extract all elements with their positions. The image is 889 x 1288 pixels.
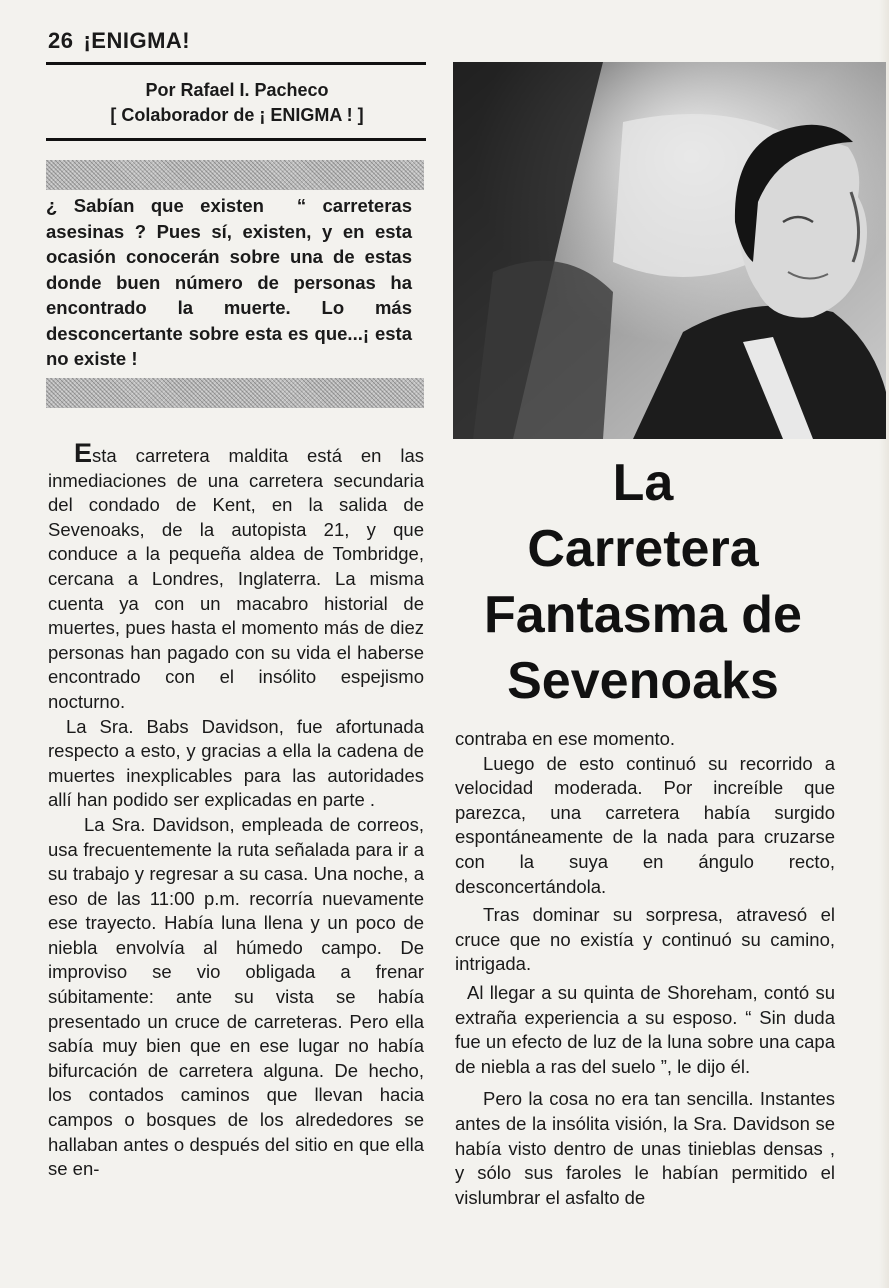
- title-line: Carretera: [527, 520, 759, 578]
- author-name: Por Rafael I. Pacheco: [145, 80, 329, 100]
- paragraph: contraba en ese momento.: [455, 728, 676, 749]
- photo-image: [453, 62, 886, 439]
- intro-text: ¿ Sabían que existen “ carreteras asesinas ? Pues sí, existen, y en esta ocasión conocerán sobre una de estas donde buen número de personas ha encontrado la muerte. Lo más desconcertante sobre esta es que...¡ esta no existe !: [46, 195, 412, 369]
- article-photo: [453, 62, 886, 439]
- author-byline: [48, 78, 426, 128]
- header-rule: [46, 62, 426, 65]
- author-rule: [46, 138, 426, 141]
- title-line: La: [612, 454, 674, 512]
- paragraph: Tras dominar su sorpresa, atravesó el cruce que no existía y continuó su camino, intrigada.: [455, 904, 835, 975]
- title-line: Fantasma de: [484, 586, 802, 644]
- author-role: [ Colaborador de ¡ ENIGMA ! ]: [110, 105, 364, 125]
- paragraph: Al llegar a su quinta de Shoreham, contó su extraña experiencia a su esposo. “ Sin duda fue un efecto de luz de la luna sobre una capa de niebla a ras del suelo ”, le dijo él.: [455, 981, 835, 1077]
- intro-pattern-top: [46, 160, 424, 190]
- body-column-left: [48, 438, 424, 1182]
- paragraph-text: sta carretera maldita está en las inmediaciones de una carretera secundaria del condado de Kent, en la salida de Sevenoaks, de la autopista 21, y que conduce a la pequeña aldea de Tombridge, cercana a Londres, Inglaterra. La misma cuenta ya con un macabro historial de muertes, pues hasta el momento más de diez personas han pagado con su vida el haberse encontrado con el insólito espejismo nocturno.: [48, 445, 424, 712]
- article-title: [453, 450, 833, 714]
- body-column-right: [455, 727, 835, 1210]
- paragraph: La Sra. Davidson, empleada de correos, usa frecuentemente la ruta señalada para ir a su trabajo y regresar a su casa. Una noche, a eso de las 11:00 p.m. recorría nuevamente ese trayecto. Había luna llena y un poco de niebla envolvía al húmedo campo. De improviso se vio obligada a frenar súbitamente: ante su vista se había presentado un cruce de carreteras. Pero ella sabía muy bien que en ese lugar no había bifurcación de carretera alguna. De hecho, los contados caminos que llevan hacia campos o bosques de los alrededores se hallaban antes o después del sitio en que ella se en-: [48, 813, 424, 1180]
- paragraph: Pero la cosa no era tan sencilla. Instantes antes de la insólita visión, la Sra. Davidson se había visto dentro de unas tinieblas densas , y sólo sus faroles le habían permitido el vislumbrar el asfalto de: [455, 1088, 835, 1208]
- page-number: 26: [48, 28, 74, 53]
- paragraph: [48, 438, 424, 715]
- intro-pattern-bottom: [46, 378, 424, 408]
- paragraph: La Sra. Babs Davidson, fue afortunada respecto a esto, y gracias a ella la cadena de muertes inexplicables para las autoridades allí han podido ser explicadas en parte .: [48, 715, 424, 811]
- magazine-name: ¡ENIGMA!: [83, 28, 191, 53]
- paragraph: Luego de esto continuó su recorrido a velocidad moderada. Por increíble que parezca, una carretera había surgido espontáneamente de la nada para cruzarse con la suya en ángulo recto, desconcertándola.: [455, 752, 835, 897]
- page-header: [48, 28, 190, 54]
- title-line: Sevenoaks: [507, 652, 779, 710]
- drop-cap: E: [74, 438, 93, 468]
